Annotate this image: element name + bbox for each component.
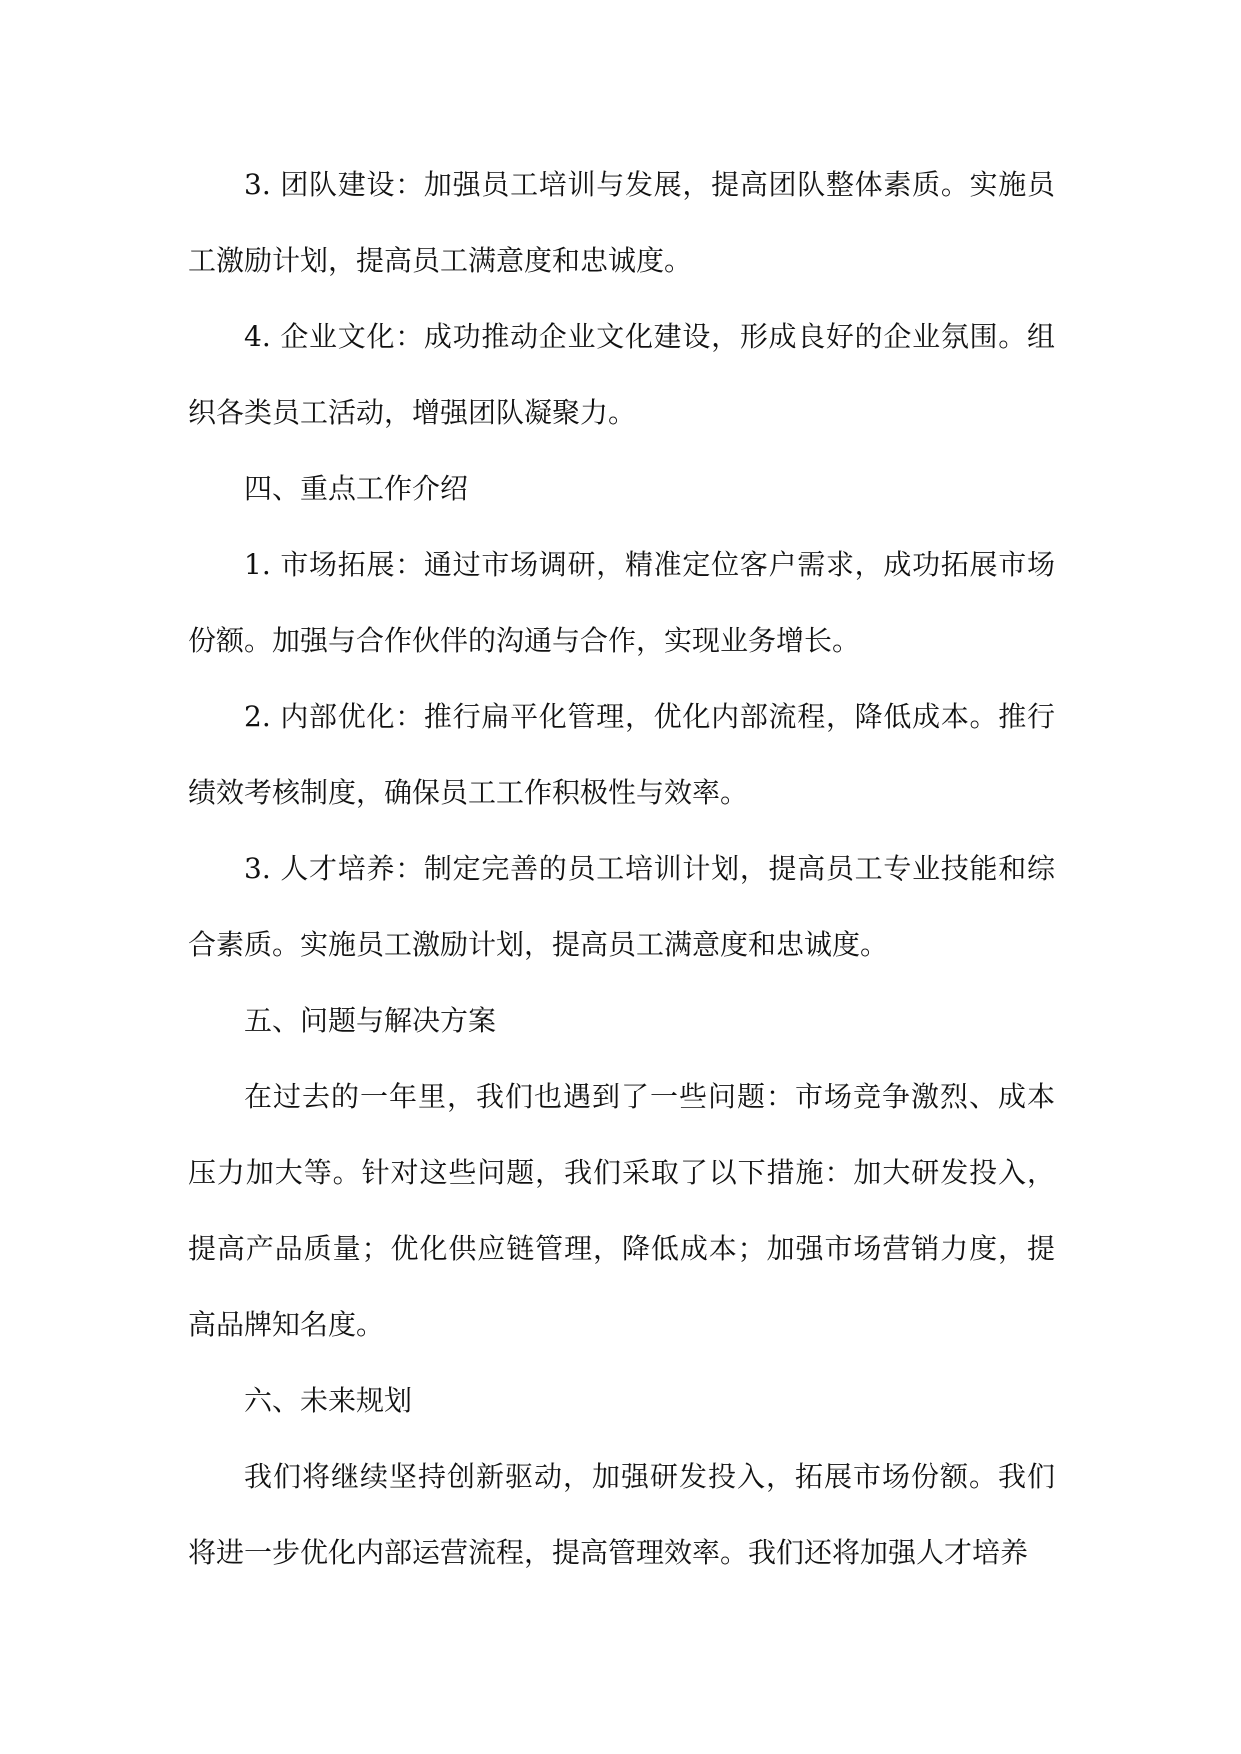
paragraph-problems-measures: 在过去的一年里，我们也遇到了一些问题：市场竞争激烈、成本压力加大等。针对这些问题，我们采取了以下措施：加大研发投入，提高产品质量；优化供应链管理，降低成本；加强市场营销力度，提高品牌知名度。 — [188, 1080, 1055, 1341]
document-body — [188, 147, 1055, 1591]
paragraph-corporate-culture: 4. 企业文化：成功推动企业文化建设，形成良好的企业氛围。组织各类员工活动，增强团队凝聚力。 — [188, 320, 1055, 429]
paragraph-future-plan: 我们将继续坚持创新驱动，加强研发投入，拓展市场份额。我们将进一步优化内部运营流程，提高管理效率。我们还将加强人才培养 — [188, 1460, 1055, 1569]
paragraph-internal-optimization: 2. 内部优化：推行扁平化管理，优化内部流程，降低成本。推行绩效考核制度，确保员工工作积极性与效率。 — [188, 700, 1055, 809]
section-heading-problems-solutions: 五、问题与解决方案 — [244, 1004, 497, 1037]
paragraph-talent-development: 3. 人才培养：制定完善的员工培训计划，提高员工专业技能和综合素质。实施员工激励计划，提高员工满意度和忠诚度。 — [188, 852, 1055, 961]
section-heading-key-work: 四、重点工作介绍 — [244, 472, 469, 505]
paragraph-market-expansion: 1. 市场拓展：通过市场调研，精准定位客户需求，成功拓展市场份额。加强与合作伙伴的沟通与合作，实现业务增长。 — [188, 548, 1055, 657]
section-heading-future-plan: 六、未来规划 — [244, 1384, 413, 1417]
paragraph-team-building: 3. 团队建设：加强员工培训与发展，提高团队整体素质。实施员工激励计划，提高员工满意度和忠诚度。 — [188, 168, 1055, 277]
